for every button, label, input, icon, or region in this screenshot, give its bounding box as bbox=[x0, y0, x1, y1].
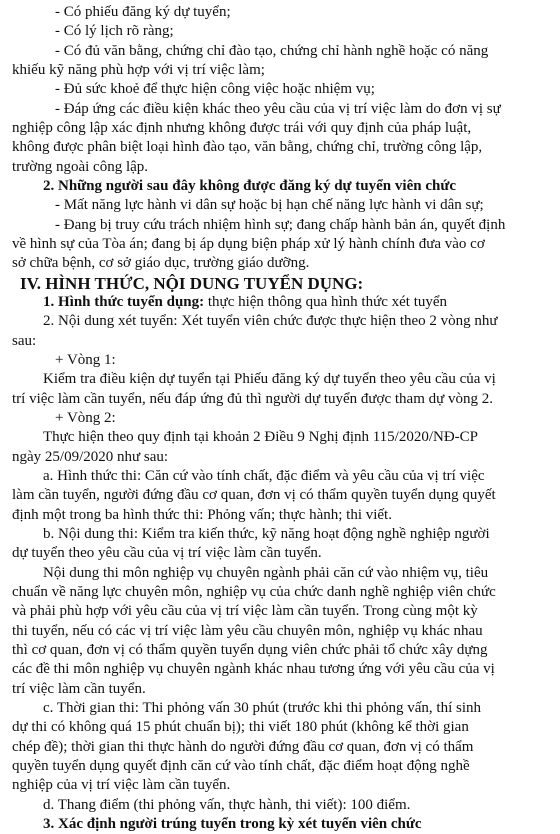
doc-line: + Vòng 1: bbox=[55, 352, 116, 368]
doc-line: - Đáp ứng các điều kiện khác theo yêu cầu của vị trí việc làm do đơn vị sự bbox=[55, 100, 501, 117]
doc-line: chép đề); thời gian thi thực hành do người đứng đầu cơ quan, đơn vị có thẩm bbox=[12, 738, 474, 755]
doc-line: thi tuyển, nếu có các vị trí việc làm yêu cầu chuyên môn, nghiệp vụ khác nhau bbox=[12, 622, 483, 639]
doc-line: b. Nội dung thi: Kiểm tra kiến thức, kỹ năng hoạt động nghề nghiệp người bbox=[43, 526, 490, 542]
doc-line: Thực hiện theo quy định tại khoản 2 Điều 9 Nghị định 115/2020/NĐ-CP bbox=[43, 429, 479, 446]
doc-line: các đề thi môn nghiệp vụ chuyên ngành khác nhau tương ứng với yêu cầu của vị bbox=[12, 661, 495, 678]
doc-line: Kiểm tra điều kiện dự tuyển tại Phiếu đăng ký dự tuyển theo yêu cầu của vị bbox=[43, 371, 496, 388]
section-heading: 3. Xác định người trúng tuyển trong kỳ xét tuyển viên chức bbox=[43, 816, 422, 832]
doc-line: c. Thời gian thi: Thi phỏng vấn 30 phút (trước khi thi phỏng vấn, thí sinh bbox=[43, 700, 481, 716]
doc-line: ngày 25/09/2020 như sau: bbox=[12, 448, 169, 465]
doc-line: làm cần tuyển, người đứng đầu cơ quan, đơn vị có thẩm quyền tuyển dụng quyết bbox=[12, 487, 496, 504]
doc-line: dự tuyển theo yêu cầu của vị trí việc làm cần tuyển. bbox=[12, 545, 322, 562]
doc-line: trí việc làm cần tuyển, nếu đáp ứng đủ thì người dự tuyển được tham dự vòng 2. bbox=[12, 390, 494, 407]
doc-line: a. Hình thức thi: Căn cứ vào tính chất, đặc điểm và yêu cầu của vị trí việc bbox=[43, 468, 485, 484]
doc-line: - Đang bị truy cứu trách nhiệm hình sự; đang chấp hành bản án, quyết định bbox=[55, 216, 506, 233]
section-heading: 2. Những người sau đây không được đăng ký dự tuyển viên chức bbox=[43, 178, 456, 194]
doc-line: không được phân biệt loại hình đào tạo, văn bằng, chứng chỉ, trường công lập, bbox=[12, 139, 483, 156]
doc-line: - Mất năng lực hành vi dân sự hoặc bị hạn chế năng lực hành vi dân sự; bbox=[55, 197, 484, 214]
inline-text: thực hiện thông qua hình thức xét tuyển bbox=[204, 294, 448, 310]
doc-line: nghiệp công lập xác định nhưng không được trái với quy định của pháp luật, bbox=[12, 120, 472, 136]
doc-line: thì cơ quan, đơn vị có thẩm quyền tuyển dụng viên chức phải tổ chức xây dựng bbox=[12, 642, 488, 658]
doc-line: và phải phù hợp với yêu cầu của vị trí việc làm cần tuyển. Trong cùng một kỳ bbox=[12, 603, 478, 620]
doc-line: Nội dung thi môn nghiệp vụ chuyên ngành phải căn cứ vào nhiệm vụ, tiêu bbox=[43, 564, 489, 581]
doc-line: về hình sự của Tòa án; đang bị áp dụng biện pháp xử lý hành chính đưa vào cơ bbox=[12, 236, 485, 252]
doc-line: sở chữa bệnh, cơ sở giáo dục, trường giáo dưỡng. bbox=[12, 255, 310, 272]
chapter-heading: IV. HÌNH THỨC, NỘI DUNG TUYỂN DỤNG: bbox=[20, 273, 364, 293]
doc-line: 2. Nội dung xét tuyển: Xét tuyển viên chức được thực hiện theo 2 vòng như bbox=[43, 313, 498, 330]
doc-line: chuẩn về năng lực chuyên môn, nghiệp vụ của chức danh nghề nghiệp viên chức bbox=[12, 584, 496, 600]
doc-line: trường ngoài công lập. bbox=[12, 158, 149, 175]
doc-line: dự thi có không quá 15 phút chuẩn bị); thi viết 180 phút (không kể thời gian bbox=[12, 719, 469, 736]
doc-line: - Có lý lịch rõ ràng; bbox=[55, 23, 174, 40]
doc-line: sau: bbox=[12, 332, 37, 349]
inline-bold-label: 1. Hình thức tuyển dụng: bbox=[43, 294, 205, 310]
doc-line: d. Thang điểm (thi phỏng vấn, thực hành, thi viết): 100 điểm. bbox=[43, 796, 411, 813]
doc-line: - Có đủ văn bằng, chứng chỉ đào tạo, chứng chỉ hành nghề hoặc có năng bbox=[55, 42, 489, 59]
doc-line: - Đủ sức khoẻ để thực hiện công việc hoặc nhiệm vụ; bbox=[55, 81, 375, 98]
doc-line: trí việc làm cần tuyển. bbox=[12, 680, 146, 697]
doc-line: nghiệp của vị trí việc làm cần tuyển. bbox=[12, 777, 231, 794]
doc-line: - Có phiếu đăng ký dự tuyển; bbox=[55, 4, 231, 20]
doc-line: khiếu kỹ năng phù hợp với vị trí việc làm; bbox=[12, 62, 265, 78]
doc-line-mixed bbox=[43, 293, 447, 312]
doc-line: + Vòng 2: bbox=[55, 410, 116, 426]
doc-line: quyền tuyển dụng quyết định căn cứ vào tính chất, đặc điểm hoạt động nghề bbox=[12, 758, 470, 774]
doc-line: định một trong ba hình thức thi: Phỏng vấn; thực hành; thi viết. bbox=[12, 506, 392, 523]
